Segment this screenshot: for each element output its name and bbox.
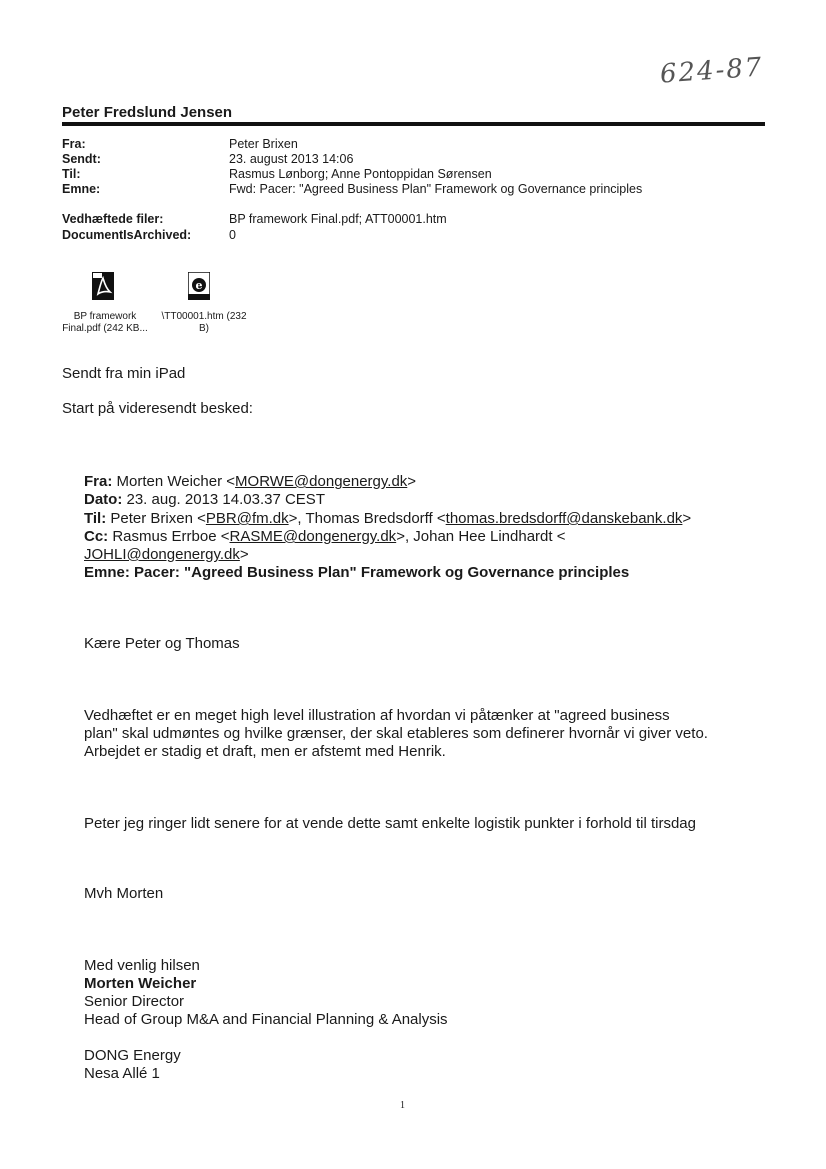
paragraph-1-line-3: Arbejdet er stadig et draft, men er afstemt med Henrik.: [84, 743, 446, 760]
fwd-cc-end: >: [239, 546, 249, 563]
fwd-subject-line: Emne: Pacer: "Agreed Business Plan" Framework og Governance principles: [84, 564, 630, 581]
fwd-cc-label: Cc:: [84, 528, 109, 545]
fwd-cc-email2-link[interactable]: JOHLI@dongenergy.dk: [84, 546, 240, 563]
fwd-date-line: [84, 491, 325, 509]
signoff: Mvh Morten: [84, 885, 164, 902]
fwd-cc-email1-link[interactable]: RASME@dongenergy.dk: [229, 528, 397, 545]
signature-title-1: Senior Director: [84, 993, 185, 1010]
pdf-icon: [92, 272, 152, 305]
attachment-htm[interactable]: [152, 272, 256, 335]
from-label: Fra:: [62, 137, 86, 151]
fwd-to-line: [84, 510, 691, 528]
fwd-from-name: Morten Weicher <: [116, 473, 236, 490]
fwd-from-label: Fra:: [84, 473, 113, 490]
fwd-to-label: Til:: [84, 510, 107, 527]
ie-htm-icon: [188, 272, 256, 305]
attachment-pdf[interactable]: [58, 272, 152, 335]
fwd-cc-name1: Rasmus Errboe <: [112, 528, 230, 545]
paragraph-2: Peter jeg ringer lidt senere for at vende dette samt enkelte logistik punkter i forhold til tirsdag: [84, 815, 696, 832]
signature-address: Nesa Allé 1: [84, 1065, 160, 1082]
sent-value: 23. august 2013 14:06: [229, 152, 354, 166]
signature-name: Morten Weicher: [84, 975, 197, 992]
header-rule: [62, 122, 765, 126]
forward-start-line: Start på videresendt besked:: [62, 400, 253, 417]
signature-company: DONG Energy: [84, 1047, 181, 1064]
attachment-htm-caption-1: \TT00001.htm (232: [161, 311, 247, 322]
from-value: Peter Brixen: [229, 137, 298, 151]
fwd-date-label: Dato:: [84, 491, 123, 508]
signature-title-2: Head of Group M&A and Financial Planning & Analysis: [84, 1011, 448, 1028]
fwd-date-value: 23. aug. 2013 14.03.37 CEST: [126, 491, 325, 508]
to-label: Til:: [62, 167, 81, 181]
mailbox-owner-name: Peter Fredslund Jensen: [62, 104, 233, 121]
fwd-from-end: >: [407, 473, 417, 490]
attachments-label: Vedhæftede filer:: [62, 212, 164, 226]
subject-label: Emne:: [62, 182, 101, 196]
subject-value: Fwd: Pacer: "Agreed Business Plan" Framework og Governance principles: [229, 182, 643, 196]
fwd-cc-mid: >, Johan Hee Lindhardt <: [396, 528, 566, 545]
fwd-cc-line-2: [84, 546, 249, 564]
archived-value: 0: [229, 228, 236, 242]
attachments-value: BP framework Final.pdf; ATT00001.htm: [229, 212, 447, 226]
sent-from-line: Sendt fra min iPad: [62, 365, 186, 382]
paragraph-1-line-2: plan" skal udmøntes og hvilke grænser, der skal etableres som definerer hvornår vi giver veto.: [84, 725, 708, 742]
paragraph-1-line-1: Vedhæftet er en meget high level illustration af hvordan vi påtænker at "agreed business: [84, 707, 670, 724]
svg-text:e: e: [195, 279, 203, 292]
fwd-from-line: [84, 473, 416, 491]
fwd-from-email-link[interactable]: MORWE@dongenergy.dk: [235, 473, 408, 490]
fwd-cc-line: [84, 528, 565, 546]
page-number: 1: [400, 1100, 405, 1111]
attachment-htm-caption-2: B): [199, 323, 209, 334]
sent-label: Sendt:: [62, 152, 101, 166]
fwd-to-email1-link[interactable]: PBR@fm.dk: [205, 510, 289, 527]
fwd-to-name1: Peter Brixen <: [110, 510, 206, 527]
attachment-pdf-caption-1: BP framework: [73, 311, 137, 322]
signature-greeting: Med venlig hilsen: [84, 957, 200, 974]
to-value: Rasmus Lønborg; Anne Pontoppidan Sørensen: [229, 167, 492, 181]
fwd-to-mid: >, Thomas Bredsdorff <: [288, 510, 446, 527]
fwd-to-end: >: [682, 510, 692, 527]
fwd-to-email2-link[interactable]: thomas.bredsdorff@danskebank.dk: [445, 510, 683, 527]
attachment-pdf-caption-2: Final.pdf (242 KB...: [62, 323, 148, 334]
archived-label: DocumentIsArchived:: [62, 228, 192, 242]
greeting: Kære Peter og Thomas: [84, 635, 240, 652]
handwritten-annotation: 624-87: [659, 52, 765, 90]
